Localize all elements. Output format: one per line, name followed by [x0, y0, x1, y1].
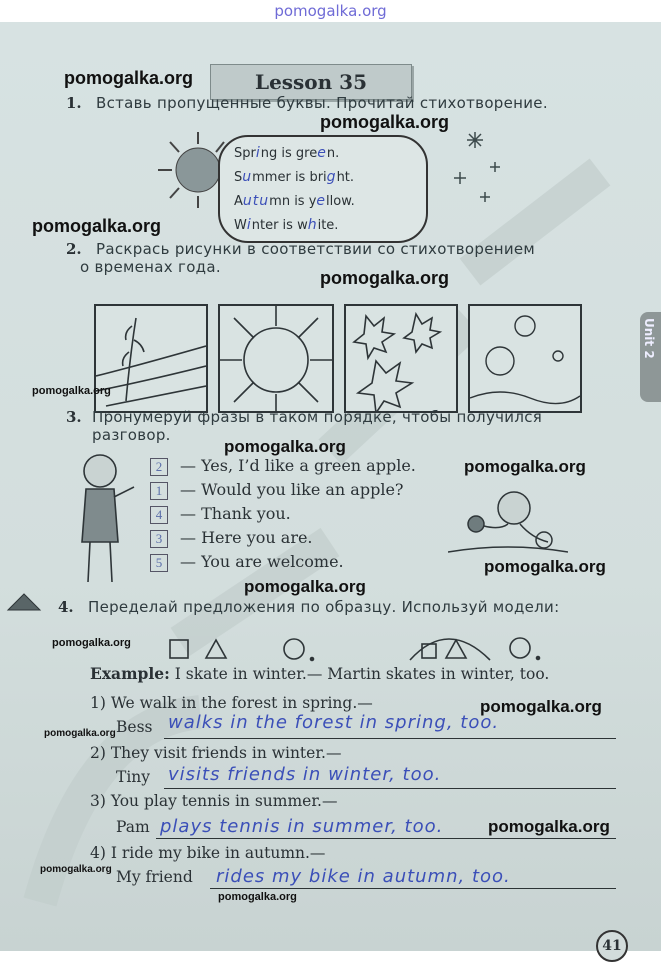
- dialog-row-5: 5 — You are welcome.: [150, 552, 344, 572]
- snowflakes-decoration: [440, 122, 510, 212]
- spring-picture[interactable]: [94, 304, 208, 413]
- dialog-row-4: 3 — Here you are.: [150, 528, 313, 548]
- answer-4[interactable]: rides my bike in autumn, too.: [216, 866, 511, 887]
- site-watermark[interactable]: pomogalka.org: [32, 385, 111, 397]
- site-watermark[interactable]: pomogalka.org: [464, 457, 586, 476]
- exercise-subject-3: Pam: [116, 818, 150, 836]
- site-watermark[interactable]: pomogalka.org: [320, 112, 450, 132]
- site-watermark[interactable]: pomogalka.org: [44, 728, 116, 739]
- site-watermark[interactable]: pomogalka.org: [320, 268, 450, 288]
- answer-3[interactable]: plays tennis in summer, too.: [160, 816, 444, 837]
- task3-number: 3.: [66, 408, 82, 426]
- sentence-model-shapes: [168, 634, 318, 666]
- site-watermark[interactable]: pomogalka.org: [52, 637, 131, 649]
- task1-instruction: Вставь пропущенные буквы. Прочитай стихотворение.: [96, 94, 548, 112]
- task4-number: 4.: [58, 598, 74, 616]
- exercise-question-2: 2) They visit friends in winter.—: [90, 744, 342, 762]
- poem-bubble: [218, 135, 428, 243]
- answer-line-3: [156, 838, 616, 839]
- dialog-row-1: 2 — Yes, I’d like a green apple.: [150, 456, 416, 476]
- model-icon: [6, 590, 42, 616]
- boy-illustration: [62, 447, 142, 587]
- order-box-1[interactable]: 2: [150, 458, 168, 476]
- example-line: Example: I skate in winter.— Martin skates in winter, too.: [90, 664, 550, 683]
- lesson-title: Lesson 35: [210, 64, 412, 100]
- dialog-row-3: 4 — Thank you.: [150, 504, 291, 524]
- snowflakes-icon: [470, 306, 580, 411]
- autumn-picture[interactable]: [344, 304, 458, 413]
- task2-instruction-line1: Раскрась рисунки в соответствии со стихотворением: [96, 240, 536, 258]
- girl-with-apple-illustration: [448, 482, 568, 562]
- exercise-subject-1: Bess: [116, 718, 153, 736]
- poem-line-autumn: Autumn is yellow.: [234, 193, 355, 209]
- site-watermark[interactable]: pomogalka.org: [488, 817, 610, 836]
- site-watermark[interactable]: pomogalka.org: [244, 577, 366, 596]
- site-watermark[interactable]: pomogalka.org: [32, 216, 162, 236]
- order-box-5[interactable]: 5: [150, 554, 168, 572]
- maple-leaves-icon: [346, 306, 456, 411]
- exercise-question-4: 4) I ride my bike in autumn.—: [90, 844, 326, 862]
- poem-line-spring: Spring is green.: [234, 145, 340, 161]
- exercise-question-3: 3) You play tennis in summer.—: [90, 792, 338, 810]
- task3-instruction-line2: разговор.: [92, 426, 171, 444]
- task2-number: 2.: [66, 240, 82, 258]
- answer-line-1: [164, 738, 616, 739]
- unit-tab[interactable]: Unit 2: [640, 312, 661, 402]
- site-watermark[interactable]: pomogalka.org: [484, 557, 606, 576]
- task4-instruction: Переделай предложения по образцу. Используй модели:: [88, 598, 560, 616]
- poem-line-winter: Winter is white.: [234, 217, 339, 233]
- answer-2[interactable]: visits friends in winter, too.: [168, 764, 442, 785]
- exercise-subject-4: My friend: [116, 868, 193, 886]
- winter-picture[interactable]: [468, 304, 582, 413]
- poem-line-summer: Summer is bright.: [234, 169, 355, 185]
- sun-icon: [220, 306, 332, 411]
- site-watermark[interactable]: pomogalka.org: [40, 864, 112, 875]
- exercise-subject-2: Tiny: [116, 768, 151, 786]
- order-box-4[interactable]: 3: [150, 530, 168, 548]
- dialog-row-2: 1 — Would you like an apple?: [150, 480, 404, 500]
- summer-picture[interactable]: [218, 304, 334, 413]
- site-watermark[interactable]: pomogalka.org: [64, 68, 194, 88]
- task3-instruction-line1: Пронумеруй фразы в таком порядке, чтобы получился: [92, 408, 543, 426]
- site-watermark[interactable]: pomogalka.org: [218, 891, 297, 903]
- skating-model-shapes: [408, 624, 558, 664]
- order-box-3[interactable]: 4: [150, 506, 168, 524]
- answer-line-4: [210, 888, 616, 889]
- task2-instruction-line2: о временах года.: [80, 258, 221, 276]
- answer-line-2: [164, 788, 616, 789]
- page-number: 41: [596, 930, 628, 962]
- spring-lily-icon: [96, 306, 206, 411]
- task1-number: 1.: [66, 94, 82, 112]
- workbook-page: [0, 22, 661, 954]
- site-watermark[interactable]: pomogalka.org: [224, 437, 346, 456]
- exercise-question-1: 1) We walk in the forest in spring.—: [90, 694, 373, 712]
- answer-1[interactable]: walks in the forest in spring, too.: [168, 712, 500, 733]
- site-watermark[interactable]: pomogalka.org: [480, 697, 602, 716]
- site-watermark-top[interactable]: pomogalka.org: [274, 2, 387, 20]
- order-box-2[interactable]: 1: [150, 482, 168, 500]
